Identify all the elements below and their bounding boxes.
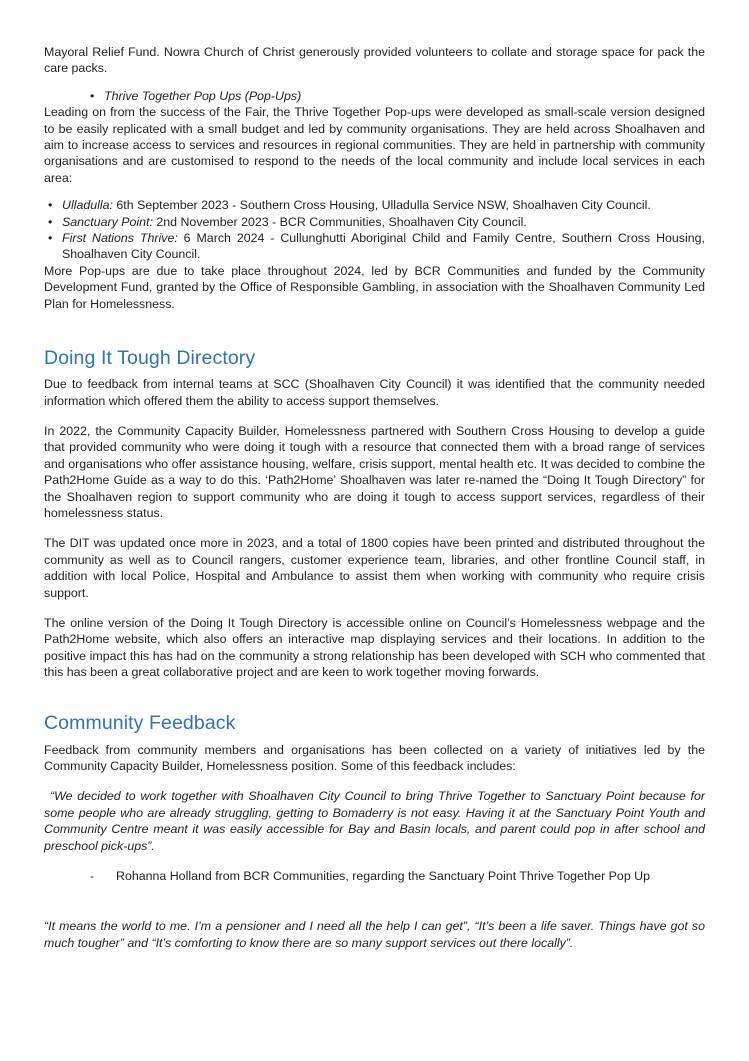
paragraph-top: Mayoral Relief Fund. Nowra Church of Christ generously provided volunteers to collate and storage space for pack the care packs.	[44, 45, 705, 76]
list-item	[44, 230, 705, 263]
spacer	[44, 77, 705, 88]
list-item-rest: 6 March 2024 - Cullunghutti Aboriginal Child and Family Centre, Southern Cross Housing, Shoalhaven City Council.	[62, 231, 705, 262]
list-item-label: Thrive Together Pop Ups (Pop-Ups)	[104, 88, 302, 103]
bullet-marker: •	[48, 231, 53, 246]
spacer	[44, 701, 705, 711]
list-item	[44, 197, 705, 213]
spacer	[44, 904, 705, 918]
bullet-marker: •	[90, 88, 95, 103]
spacer	[44, 332, 705, 346]
spacer	[44, 312, 705, 332]
list-item-lead: First Nations Thrive:	[62, 231, 178, 246]
spacer	[44, 186, 705, 197]
section-heading-directory: Doing It Tough Directory	[44, 347, 256, 370]
quote-community-voices: “It means the world to me. I’m a pensioner and I need all the help I can get”, “It’s been a life saver. Things have got so much tougher” and “It’s comforting to know there are so many support services out there locally”.	[44, 919, 705, 950]
bullet-marker: •	[48, 198, 53, 213]
list-item-rest: 2nd November 2023 - BCR Communities, Shoalhaven City Council.	[152, 214, 527, 229]
spacer	[44, 735, 705, 742]
list-item-text	[62, 214, 705, 230]
paragraph-directory-1: Due to feedback from internal teams at SCC (Shoalhaven City Council) it was identified that the community needed information which offered them the ability to access support themselves.	[44, 377, 705, 408]
quote-sanctuary-point: “We decided to work together with Shoalhaven City Council to bring Thrive Together to Sanctuary Point because for some people who are already struggling, getting to Bomaderry is not easy. Having it at the Sanctuary Point Youth and Community Centre meant it was easily accessible for Bay and Basin locals, and parent could pop in after school and preschool pick-ups”.	[44, 789, 705, 853]
spacer	[44, 521, 705, 535]
paragraph-feedback-intro: Feedback from community members and organisations has been collected on a variety of initiatives led by the Community Capacity Builder, Homelessness position. Some of this feedback includes:	[44, 742, 705, 773]
list-item-rest: 6th September 2023 - Southern Cross Housing, Ulladulla Service NSW, Shoalhaven City Council.	[112, 198, 651, 213]
spacer	[44, 409, 705, 423]
list-item-text	[62, 230, 705, 263]
spacer	[44, 601, 705, 615]
spacer	[44, 681, 705, 701]
paragraph-directory-3: The DIT was updated once more in 2023, and a total of 1800 copies have been printed and distributed throughout the community as well as to Council rangers, customer experience team, libraries, and other frontline Council staff, in addition with local Police, Hospital and Ambulance to assist them when working with community who require crisis support.	[44, 536, 705, 600]
list-item-popups-heading	[44, 88, 705, 104]
list-item-lead: Ulladulla:	[62, 198, 113, 213]
dash-marker: -	[90, 869, 95, 884]
quote-attribution: Rohanna Holland from BCR Communities, regarding the Sanctuary Point Thrive Together Pop Up	[116, 869, 650, 884]
spacer	[44, 774, 705, 788]
paragraph-directory-2: In 2022, the Community Capacity Builder, Homelessness partnered with Southern Cross Housing to develop a guide that provided community who were doing it tough with a resource that connected them with a broad range of services and organisations who offer assistance housing, welfare, crisis support, mental health etc. It was decided to combine the Path2Home Guide as a way to do this. ‘Path2Home’ Shoalhaven was later re-named the “Doing It Tough Directory” for the Shoalhaven region to support community who are doing it tough to access support services, regardless of their homelessness status.	[44, 423, 705, 520]
list-item	[44, 214, 705, 230]
list-item-text	[62, 197, 705, 213]
paragraph-popups: Leading on from the success of the Fair, the Thrive Together Pop-ups were developed as small-scale version designed to be easily replicated with a small budget and led by community organisations. They are held across Shoalhaven and aim to increase access to services and resources in regional communities. They are held in partnership with community organisations and are customised to respond to the needs of the local community and include local services in each area:	[44, 105, 705, 185]
spacer	[44, 884, 705, 904]
paragraph-directory-4: The online version of the Doing It Tough Directory is accessible online on Council’s Homelessness webpage and the Path2Home website, which also offers an interactive map displaying services and their locations. In addition to the positive impact this has had on the community a strong relationship has been developed with SCH who commented that this has been a great collaborative project and are keen to work together moving forwards.	[44, 615, 705, 680]
section-heading-feedback: Community Feedback	[44, 711, 236, 734]
spacer	[44, 854, 705, 868]
bullet-marker: •	[48, 214, 53, 229]
quote-attribution-row	[44, 868, 705, 884]
paragraph-popups-closing: More Pop-ups are due to take place throughout 2024, led by BCR Communities and funded by the Community Development Fund, granted by the Office of Responsible Gambling, in association with the Shoalhaven Community Led Plan for Homelessness.	[44, 263, 705, 311]
list-item-lead: Sanctuary Point:	[62, 214, 153, 229]
